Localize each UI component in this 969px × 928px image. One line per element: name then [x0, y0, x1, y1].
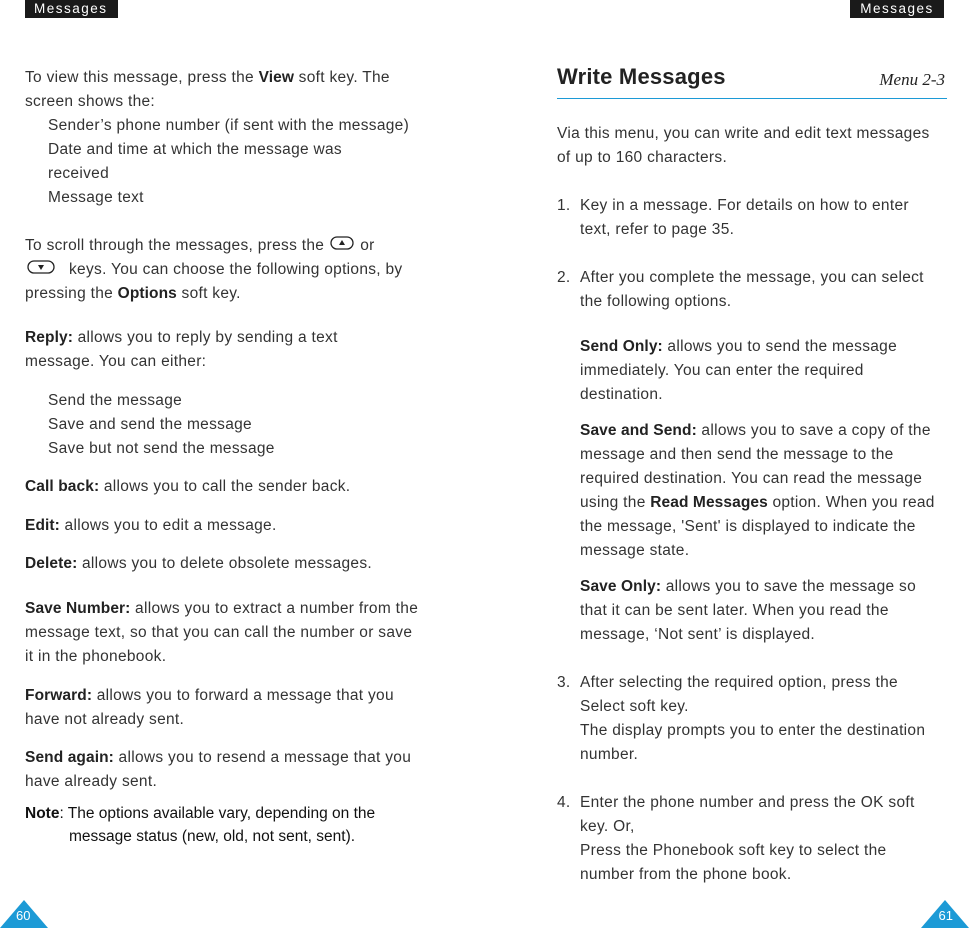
scroll-text-a: To scroll through the messages, press the [25, 237, 325, 255]
reply-option [25, 326, 380, 374]
edit-option [25, 514, 420, 538]
options-soft-key-label: Options [117, 285, 177, 303]
scroll-text-e: soft key. [176, 285, 241, 303]
step-2-text: After you complete the message, you can select the following options. [580, 269, 924, 310]
read-messages-label: Read Messages [650, 494, 768, 511]
scroll-instructions [25, 234, 420, 306]
page-number-right: 61 [938, 908, 953, 923]
save-number-option [25, 597, 420, 669]
step-3-text: After selecting the required option, press the Select soft key. [580, 674, 898, 715]
send-again-text: allows you to resend a message that you have already sent. [25, 749, 412, 790]
save-number-label: Save Number: [25, 600, 131, 617]
header-tab-left: Messages [25, 0, 118, 18]
reply-item-save-send: Save and send the message [48, 416, 252, 433]
view-soft-key-label: View [258, 69, 295, 86]
forward-text: allows you to forward a message that you have not already sent. [25, 687, 394, 728]
save-and-send-label: Save and Send: [580, 422, 697, 439]
save-and-send-option [557, 419, 953, 563]
shown-item-sender: Sender’s phone number (if sent with the message) [48, 117, 410, 134]
save-only-label: Save Only: [580, 578, 662, 595]
header-tab-right: Messages [850, 0, 944, 18]
down-key-icon [27, 258, 55, 282]
save-only-text: allows you to save the message so that it can be sent later. When you read the message, ‘Not sent’ is displayed. [580, 578, 917, 643]
step-2-number: 2. [557, 269, 571, 286]
shown-item-datetime: Date and time at which the message was received [48, 141, 342, 182]
reply-item-send: Send the message [48, 392, 183, 409]
send-only-text: allows you to send the message immediately. You can enter the required destination. [580, 338, 898, 403]
step-3 [557, 671, 947, 767]
scroll-text-b: or [360, 237, 375, 255]
send-only-label: Send Only: [580, 338, 663, 355]
send-again-label: Send again: [25, 749, 114, 766]
step-4-number: 4. [557, 794, 571, 811]
delete-text: allows you to delete obsolete messages. [77, 555, 373, 572]
step-4 [557, 791, 927, 887]
save-only-option [557, 575, 947, 647]
reply-item-save-not-send: Save but not send the message [48, 440, 275, 457]
step-4-text2: Press the Phonebook soft key to select the number from the phone book. [580, 842, 887, 883]
edit-text: allows you to edit a message. [59, 517, 277, 534]
section-title-bar [557, 64, 947, 99]
step-1-number: 1. [557, 197, 571, 214]
save-and-send-text-a: allows you to save a copy of the message and then send the message to the required destination. You can read the message using the [580, 422, 931, 511]
note-line1: : The options available vary, depending on the [59, 805, 376, 822]
forward-option [25, 684, 420, 732]
save-number-text: allows you to extract a number from the message text, so that you can call the number or save it in the phonebook. [25, 600, 419, 665]
delete-option [25, 552, 420, 576]
view-message-intro [25, 66, 420, 114]
section-title: Write Messages [557, 64, 726, 89]
callback-label: Call back: [25, 478, 100, 495]
write-intro: Via this menu, you can write and edit text messages of up to 160 characters. [557, 125, 930, 166]
page-number-left: 60 [16, 908, 31, 923]
delete-label: Delete: [25, 555, 78, 572]
note-line2: message status (new, old, not sent, sent). [69, 828, 356, 845]
save-and-send-text-b: option. When you read the message, 'Sent' is displayed to indicate the message state. [580, 494, 935, 559]
menu-number: Menu 2-3 [879, 70, 945, 89]
shown-item-text: Message text [48, 189, 144, 206]
note-label: Note [25, 805, 60, 822]
callback-option [25, 475, 420, 499]
send-again-option [25, 746, 420, 794]
step-1 [557, 194, 927, 242]
step-3-text2: The display prompts you to enter the destination number. [580, 722, 926, 763]
edit-label: Edit: [25, 517, 60, 534]
reply-label: Reply: [25, 329, 73, 346]
note [25, 802, 375, 848]
intro-text-c: soft key. The screen shows the: [25, 69, 390, 110]
send-only-option [557, 335, 917, 407]
step-4-text: Enter the phone number and press the OK soft key. Or, [580, 794, 915, 835]
intro-text-a: To view this message, press the [25, 69, 259, 86]
step-1-text: Key in a message. For details on how to enter text, refer to page 35. [580, 197, 909, 238]
step-3-number: 3. [557, 674, 571, 691]
callback-text: allows you to call the sender back. [99, 478, 351, 495]
up-key-icon [330, 234, 354, 258]
scroll-text-c: keys. You can choose the following options, by pressing the [25, 261, 403, 303]
reply-text: allows you to reply by sending a text message. You can either: [25, 329, 338, 370]
step-2 [557, 266, 947, 314]
forward-label: Forward: [25, 687, 93, 704]
